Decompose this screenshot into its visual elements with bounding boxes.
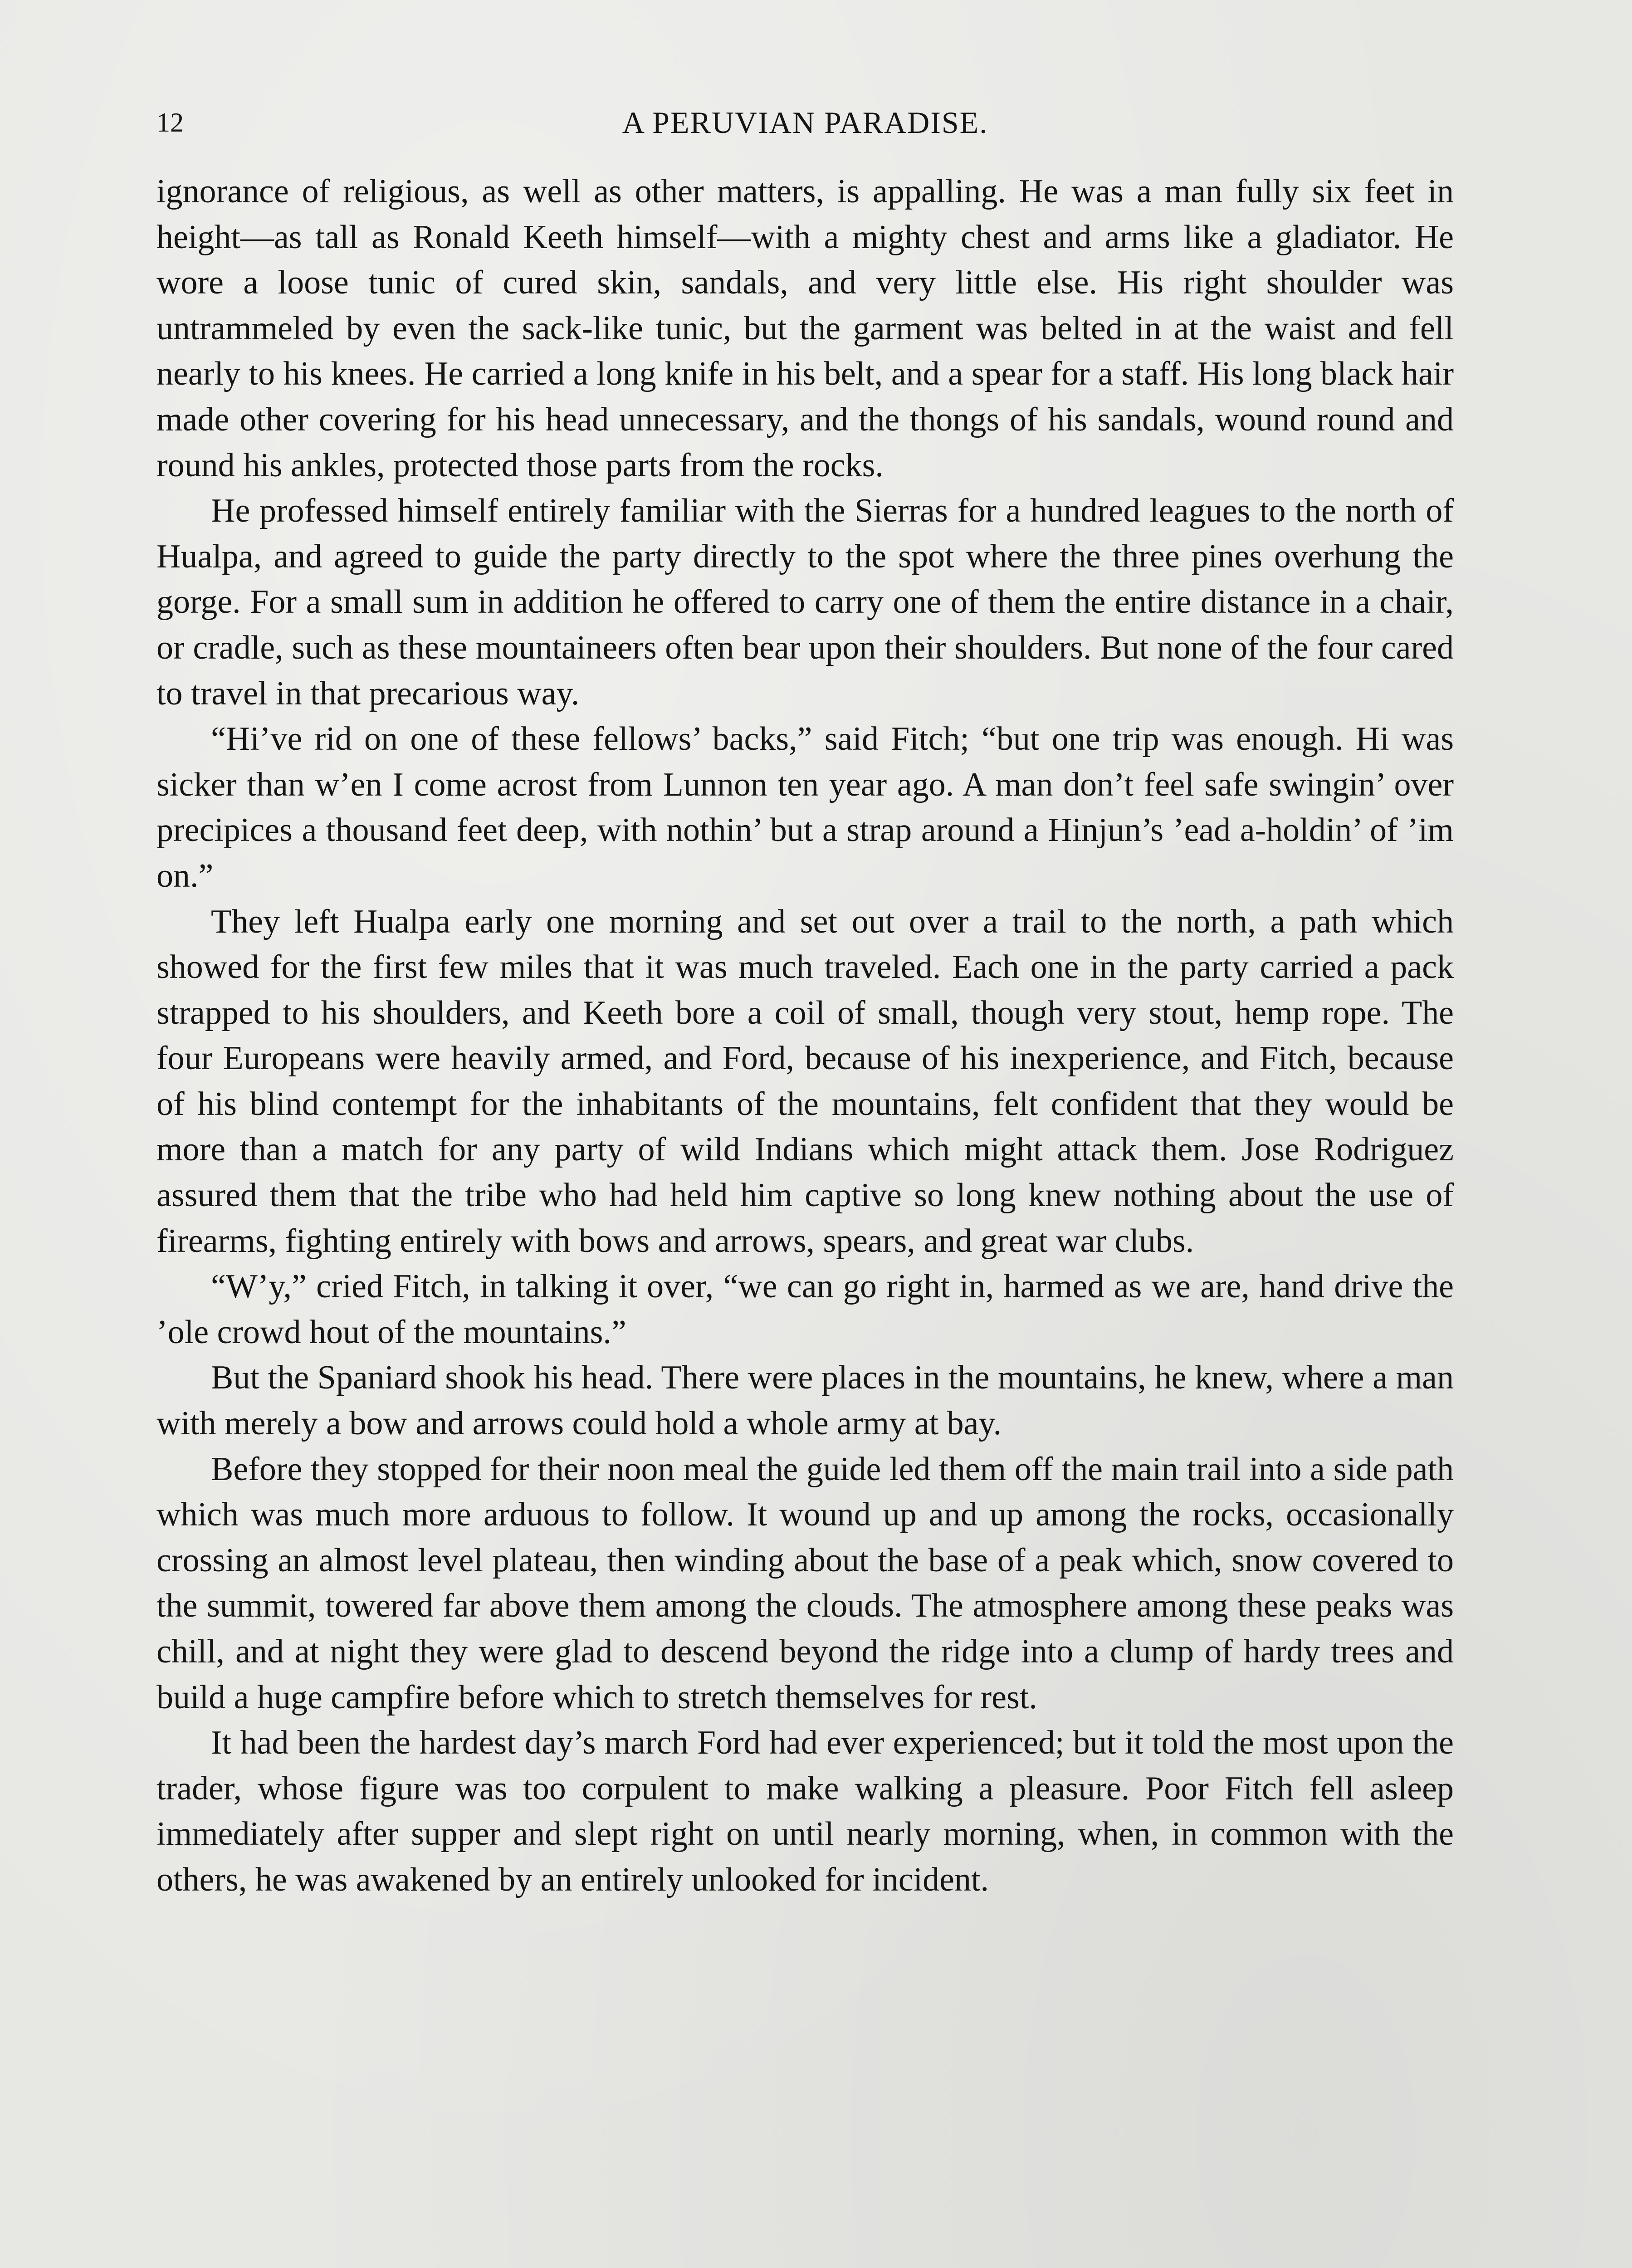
paragraph: ignorance of religious, as well as other matters, is appalling. He was a man fully six feet in height—as tall as Ronald Keeth himself—with a mighty chest and arms like a gladiator. He wore a loose tunic of cured skin, sandals, and very little else. His right shoulder was untrammeled by even the sack-like tunic, but the garment was belted in at the waist and fell nearly to his knees. He carried a long knife in his belt, and a spear for a staff. His long black hair made other covering for his head unnecessary, and the thongs of his sandals, wound round and round his ankles, protected those parts from the rocks. — [156, 173, 1454, 484]
page-header — [156, 102, 1454, 143]
paragraph: But the Spaniard shook his head. There were places in the mountains, he knew, where a man with merely a bow and arrows could hold a whole army at bay. — [156, 1359, 1454, 1442]
paragraph: “W’y,” cried Fitch, in talking it over, “we can go right in, harmed as we are, hand drive the ’ole crowd hout of the mountains.” — [156, 1268, 1454, 1351]
body-text — [156, 169, 1454, 1903]
page-number: 12 — [156, 108, 184, 137]
paragraph: It had been the hardest day’s march Ford had ever experienced; but it told the most upon the trader, whose figure was too corpulent to make walking a pleasure. Poor Fitch fell asleep immediately after supper and slept right on until nearly morning, when, in common with the others, he was awakened by an entirely unlooked for incident. — [156, 1724, 1454, 1898]
paragraph: They left Hualpa early one morning and set out over a trail to the north, a path which showed for the first few miles that it was much traveled. Each one in the party carried a pack strapped to his shoulders, and Keeth bore a coil of small, though very stout, hemp rope. The four Europeans were heavily armed, and Ford, because of his inexperience, and Fitch, because of his blind contempt for the inhabitants of the mountains, felt confident that they would be more than a match for any party of wild Indians which might attack them. Jose Rodriguez assured them that the tribe who had held him captive so long knew nothing about the use of firearms, fighting entirely with bows and arrows, spears, and great war clubs. — [156, 903, 1454, 1260]
paragraph: He professed himself entirely familiar with the Sierras for a hundred leagues to the north of Hualpa, and agreed to guide the party directly to the spot where the three pines overhung the gorge. For a small sum in addition he offered to carry one of them the entire distance in a chair, or cradle, such as these mountaineers often bear upon their shoulders. But none of the four cared to travel in that precarious way. — [156, 492, 1454, 712]
paragraph: Before they stopped for their noon meal the guide led them off the main trail into a side path which was much more arduous to follow. It wound up and up among the rocks, occasionally crossing an almost level plateau, then winding about the base of a peak which, snow covered to the summit, towered far above them among the clouds. The atmosphere among these peaks was chill, and at night they were glad to descend beyond the ridge into a clump of hardy trees and build a huge campfire before which to stretch themselves for rest. — [156, 1450, 1454, 1716]
paragraph: “Hi’ve rid on one of these fellows’ backs,” said Fitch; “but one trip was enough. Hi was sicker than w’en I come acrost from Lunnon ten year ago. A man don’t feel safe swingin’ over precipices a thousand feet deep, with nothin’ but a strap around a Hinjun’s ’ead a-holdin’ of ’im on.” — [156, 720, 1454, 894]
running-title: A PERUVIAN PARADISE. — [622, 105, 988, 140]
